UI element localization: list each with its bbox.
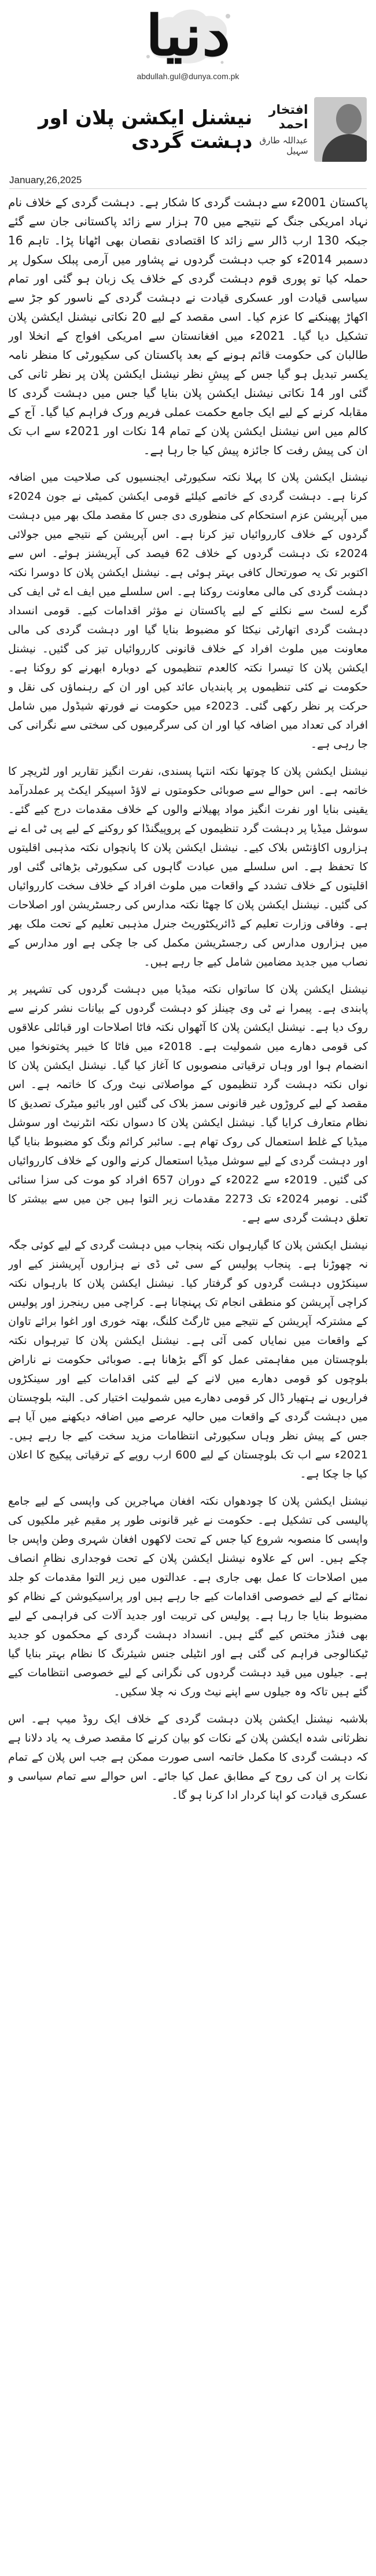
author-block (252, 97, 367, 162)
article-paragraph: نیشنل ایکشن پلان کا ساتواں نکتہ میڈیا میں دہشت گردوں کی تشہیر پر پابندی ہے۔ پیمرا نے ٹی وی چینلز کو دہشت گردوں کے بیانات نشر کرنے سے روک دیا ہے۔ نیشنل ایکشن پلان کا آٹھواں نکتہ فاٹا اصلاحات اور قبائلی علاقوں کی قومی دھارے میں شمولیت ہے۔ 2018ء میں فاٹا کا خیبر پختونخوا میں انضمام ہوا اور وہاں ترقیاتی منصوبوں کا آغاز کیا گیا۔ نیشنل ایکشن پلان کا نواں نکتہ دہشت گرد تنظیموں کے مواصلاتی نیٹ ورک کا خاتمہ ہے۔ اس مقصد کے لیے کروڑوں غیر قانونی سمز بلاک کی گئیں اور بائیو میٹرک تصدیق کا نظام متعارف کرایا گیا۔ نیشنل ایکشن پلان کا دسواں نکتہ انٹرنیٹ اور سوشل میڈیا کے غلط استعمال کی روک تھام ہے۔ سائبر کرائم ونگ کو مضبوط بنایا گیا اور دہشت گردی کے لیے سوشل میڈیا استعمال کرنے والوں کے خلاف کارروائیاں کی گئیں۔ 2019ء سے 2022ء کے دوران 657 افراد کو موت کی سزا سنائی گئی۔ نومبر 2024ء تک 2273 مقدمات زیر التوا ہیں جن میں سے بیشتر کا تعلق دہشت گردی سے ہے۔ (8, 983, 368, 1224)
avatar-head-shape (336, 104, 362, 134)
article-paragraph: نیشنل ایکشن پلان کا پہلا نکتہ سکیورٹی ایجنسیوں کی صلاحیت میں اضافہ کرنا ہے۔ دہشت گردی کے خاتمے کیلئے قومی ایکشن کمیٹی نے جون 2024ء میں آپریشن عزم استحکام کی منظوری دی جس کا مقصد ملک بھر میں دہشت گردوں کے خلاف کارروائیاں تیز کرنا ہے۔ اس آپریشن کے نتیجے میں جولائی 2024ء تک دہشت گردوں کے خلاف 62 فیصد کی آپریشنز ہوئے۔ اس سے اکتوبر تک یہ صورتحال کافی بہتر ہوئی ہے۔ نیشنل ایکشن پلان کا دوسرا نکتہ دہشت گردی کی مالی معاونت روکنا ہے۔ اس سلسلے میں ایف اے ٹی ایف کی گرے لسٹ سے نکلنے کے لیے پاکستان نے مؤثر اقدامات کیے۔ قومی انسداد دہشت گردی اتھارٹی نیکٹا کو مضبوط بنایا گیا اور دہشت گردی کی مالی معاونت میں ملوث افراد کے خلاف قانونی کارروائیاں تیز کی گئیں۔ نیشنل ایکشن پلان کا تیسرا نکتہ کالعدم تنظیموں کے دوبارہ ابھرنے کو روکنا ہے۔ حکومت نے کئی تنظیموں پر پابندیاں عائد کیں اور ان کے رہنماؤں کی نقل و حرکت پر نظر رکھی گئی۔ 2023ء میں حکومت نے فورتھ شیڈول میں شامل افراد کی تعداد میں اضافہ کیا اور ان کی سرگرمیوں کی سختی سے نگرانی کی جا رہی ہے۔ (8, 471, 368, 751)
article-paragraph: پاکستان 2001ء سے دہشت گردی کا شکار ہے۔ دہشت گردی کے خلاف نام نہاد امریکی جنگ کے نتیجے میں 70 ہزار سے زائد پاکستانی جان سے گئے جبکہ 130 ارب ڈالر سے زائد کا اقتصادی نقصان بھی اٹھانا پڑا۔ تاہم 16 دسمبر 2014ء کو جب دہشت گردوں نے پشاور میں آرمی پبلک سکول پر حملہ کیا تو پوری قوم دہشت گردی کے خلاف یک زبان ہو گئی اور تمام سیاسی قیادت اور عسکری قیادت نے دہشت گردی کے ناسور کو جڑ سے اکھاڑ پھینکنے کا عزم کیا۔ اسی مقصد کے لیے 20 نکاتی نیشنل ایکشن پلان تشکیل دیا گیا۔ 2021ء میں افغانستان سے امریکی افواج کے انخلا اور طالبان کی حکومت قائم ہونے کے بعد پاکستان کی سکیورٹی کا منظر نامہ یکسر تبدیل ہو گیا جس کے پیشِ نظر نیشنل ایکشن پلان پر نظر ثانی کی گئی اور 14 نکاتی نیشنل ایکشن پلان بنایا گیا جس میں دہشت گردی کا مقابلہ کرنے کے لیے ایک جامع حکمت عملی فریم ورک فراہم کیا گیا۔ آج کے کالم میں اس نیشنل ایکشن پلان کے تمام 14 نکات اور 2021ء سے اب تک ان کی پیش رفت کا جائزہ پیش کیا جا رہا ہے۔ (8, 195, 368, 457)
article-paragraph: بلاشبہ نیشنل ایکشن پلان دہشت گردی کے خلاف ایک روڈ میپ ہے۔ اس نظرثانی شدہ ایکشن پلان کے نکات کو بیان کرنے کا مقصد صرف یہ یاد دلانا ہے کہ دہشت گردی کا مکمل خاتمہ اسی صورت ممکن ہے جب اس پلان کے تمام نکات پر ان کی روح کے مطابق عمل کیا جائے۔ اس حوالے سے تمام سیاسی و عسکری قیادت کو اپنا کردار ادا کرنا ہو گا۔ (8, 1713, 368, 1802)
article-paragraph: نیشنل ایکشن پلان کا چودھواں نکتہ افغان مہاجرین کی واپسی کے لیے جامع پالیسی کی تشکیل ہے۔ حکومت نے غیر قانونی طور پر مقیم غیر ملکیوں کی واپسی کا منصوبہ شروع کیا جس کے تحت لاکھوں افغان شہری وطن واپس جا چکے ہیں۔ اس کے علاوہ نیشنل ایکشن پلان کے تحت فوجداری نظامِ انصاف میں اصلاحات کا عمل بھی جاری ہے۔ عدالتوں میں زیر التوا مقدمات کو جلد نمٹانے کے لیے خصوصی اقدامات کیے جا رہے ہیں اور پراسیکیوشن کے نظام کو مضبوط بنایا جا رہا ہے۔ پولیس کی تربیت اور جدید آلات کی فراہمی کے لیے بھی فنڈز مختص کیے گئے ہیں۔ انسداد دہشت گردی کے محکموں کو جدید ٹیکنالوجی فراہم کی گئی ہے اور انٹیلی جنس شیئرنگ کا نظام بہتر بنایا گیا ہے۔ جیلوں میں قید دہشت گردوں کی نگرانی کے لیے خصوصی انتظامات کیے گئے ہیں تاکہ وہ جیلوں سے اپنے نیٹ ورک نہ چلا سکیں۔ (8, 1495, 368, 1698)
newspaper-logo (141, 5, 235, 67)
author-text (252, 103, 308, 156)
author-subtitle: عبداللہ طارق سہیل (259, 135, 308, 156)
publish-date: January,26,2025 (9, 175, 82, 185)
article-body (8, 193, 368, 2562)
column-headline: نیشنل ایکشن پلان اور دہشت گردی (38, 106, 253, 153)
header-divider (9, 188, 367, 189)
author-email[interactable]: abdullah.gul@dunya.com.pk (137, 72, 239, 81)
author-name: افتخار احمد (268, 103, 308, 132)
article-paragraph: نیشنل ایکشن پلان کا چوتھا نکتہ انتہا پسندی، نفرت انگیز تقاریر اور لٹریچر کا خاتمہ ہے۔ اس حوالے سے صوبائی حکومتوں نے لاؤڈ اسپیکر ایکٹ پر عملدرآمد یقینی بنایا اور نفرت انگیز مواد پھیلانے والوں کے خلاف مقدمات درج کیے گئے۔ سوشل میڈیا پر دہشت گرد تنظیموں کے پروپیگنڈا کو روکنے کے لیے پی ٹی اے نے ہزاروں اکاؤنٹس بلاک کیے۔ نیشنل ایکشن پلان کا پانچواں نکتہ مذہبی اقلیتوں کا تحفظ ہے۔ اس سلسلے میں عبادت گاہوں کی سکیورٹی بڑھائی گئی اور اقلیتوں کے خلاف تشدد کے واقعات میں ملوث افراد کے خلاف سخت کارروائیاں کی گئیں۔ نیشنل ایکشن پلان کا چھٹا نکتہ مدارس کی رجسٹریشن اور اصلاحات ہے۔ وفاقی وزارت تعلیم کے ڈائریکٹوریٹ جنرل مذہبی تعلیم کے تحت ملک بھر میں ہزاروں مدارس کی رجسٹریشن مکمل کی جا چکی ہے اور مدارس کے نصاب میں جدید مضامین شامل کیے جا رہے ہیں۔ (8, 765, 368, 968)
avatar-body-shape (322, 134, 367, 162)
byline-strip (9, 87, 367, 172)
author-avatar (314, 97, 367, 162)
article-paragraph: نیشنل ایکشن پلان کا گیارہواں نکتہ پنجاب میں دہشت گردی کے لیے کوئی جگہ نہ چھوڑنا ہے۔ پنجاب پولیس کے سی ٹی ڈی نے ہزاروں آپریشنز کیے اور سینکڑوں دہشت گردوں کو گرفتار کیا۔ نیشنل ایکشن پلان کا بارہواں نکتہ کراچی آپریشن کو منطقی انجام تک پہنچانا ہے۔ کراچی میں رینجرز اور پولیس کے مشترکہ آپریشن کے نتیجے میں ٹارگٹ کلنگ، بھتہ خوری اور اغوا برائے تاوان کے واقعات میں نمایاں کمی آئی ہے۔ نیشنل ایکشن پلان کا تیرہواں نکتہ بلوچستان میں مفاہمتی عمل کو آگے بڑھانا ہے۔ صوبائی حکومت نے ناراض بلوچوں کو قومی دھارے میں لانے کے لیے کئی اقدامات کیے اور سینکڑوں فراریوں نے ہتھیار ڈال کر قومی دھارے میں شمولیت اختیار کی۔ البتہ بلوچستان میں دہشت گردی کے واقعات میں حالیہ عرصے میں اضافہ دیکھنے میں آیا ہے جس کے پیش نظر وہاں سکیورٹی انتظامات مزید سخت کیے جا رہے ہیں۔ 2021ء سے اب تک بلوچستان کے لیے 600 ارب روپے کے ترقیاتی پیکیج کا اعلان کیا جا چکا ہے۔ (8, 1239, 368, 1480)
logo-wordmark: دنیا (145, 3, 231, 68)
